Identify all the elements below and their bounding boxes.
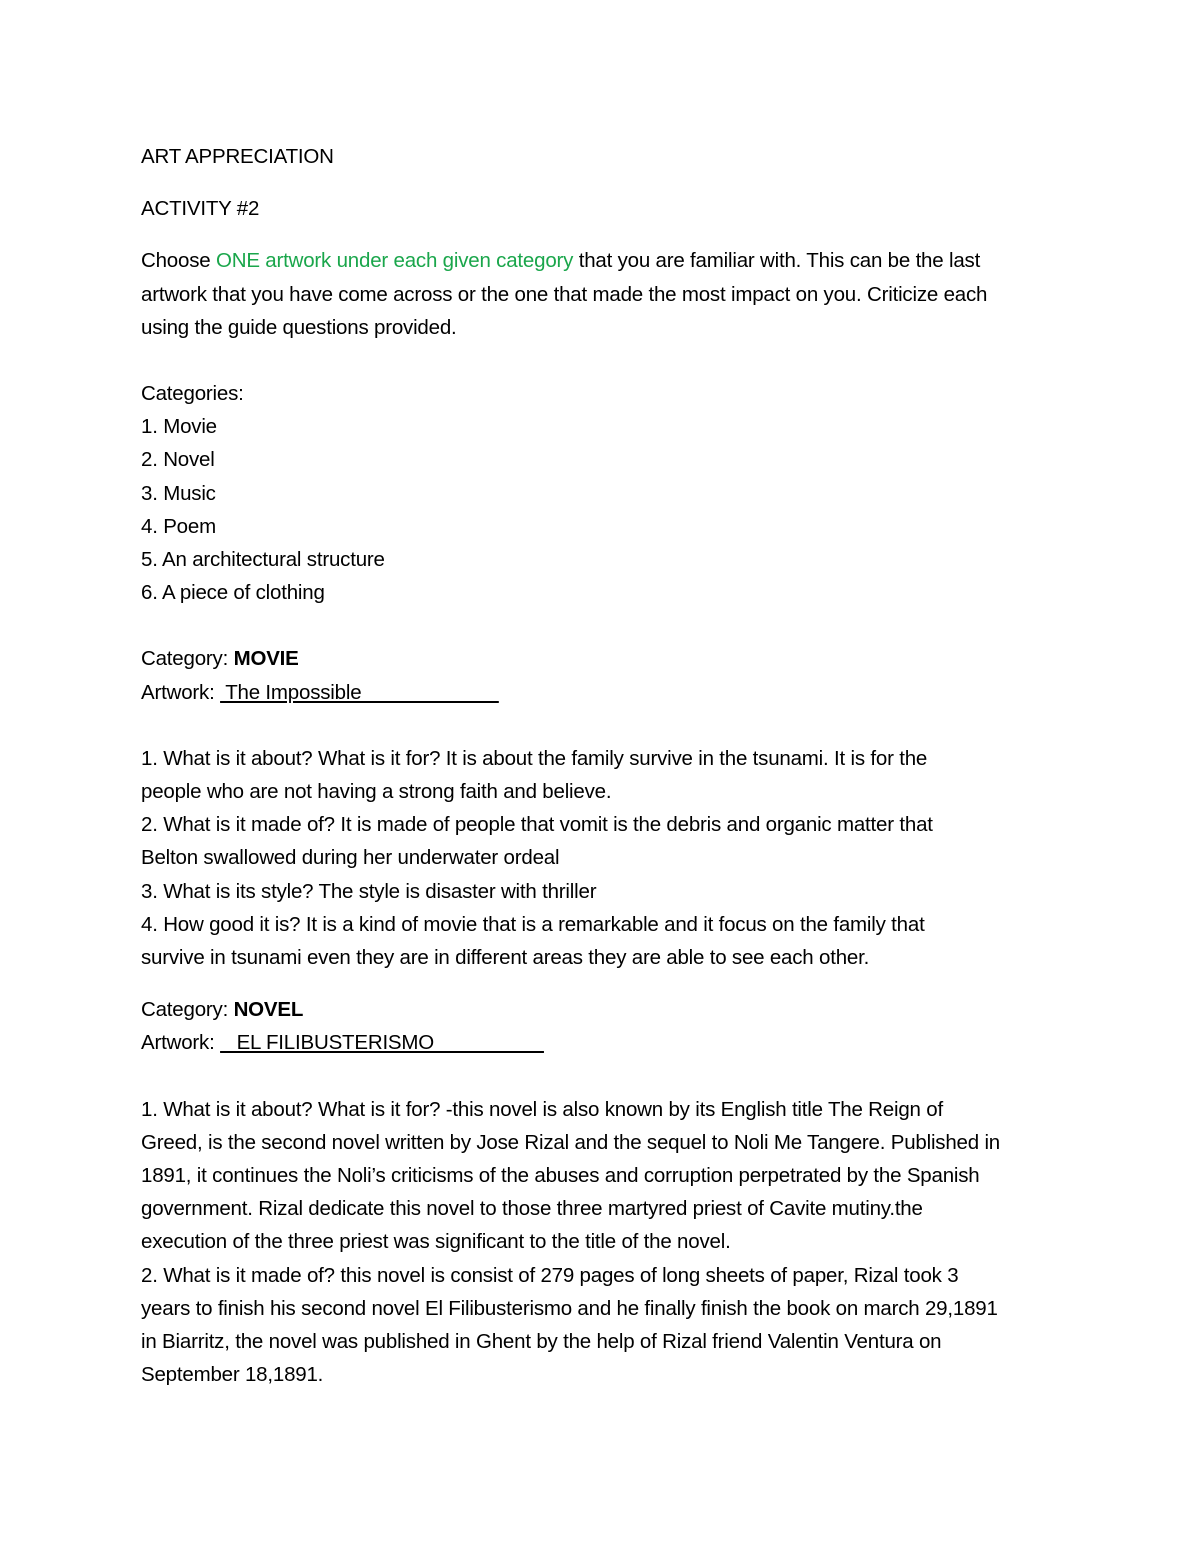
answer-line: in Biarritz, the novel was published in Ghent by the help of Rizal friend Valentin Ventura on xyxy=(141,1330,942,1354)
instructions-line-3: using the guide questions provided. xyxy=(141,315,457,339)
category-heading xyxy=(141,993,1081,1026)
artwork-value: EL FILIBUSTERISMO xyxy=(220,1031,544,1055)
answer-line: Belton swallowed during her underwater ordeal xyxy=(141,846,560,870)
category-heading xyxy=(141,642,1081,675)
category-item: 6. A piece of clothing xyxy=(141,581,325,605)
artwork-heading xyxy=(141,676,1081,709)
answer-line: people who are not having a strong faith and believe. xyxy=(141,780,612,804)
category-item: 1. Movie xyxy=(141,415,217,439)
instructions-suffix: that you are familiar with. This can be the last xyxy=(573,249,981,273)
answer-line: 4. How good it is? It is a kind of movie that is a remarkable and it focus on the family that xyxy=(141,912,925,936)
category-item: 4. Poem xyxy=(141,514,216,538)
instructions-paragraph xyxy=(141,244,1081,344)
answer-line: September 18,1891. xyxy=(141,1363,324,1387)
category-item: 3. Music xyxy=(141,481,216,505)
category-label: Category: xyxy=(141,647,234,671)
section-novel xyxy=(141,993,1081,1391)
instructions-line-2: artwork that you have come across or the one that made the most impact on you. Criticize each xyxy=(141,282,988,306)
section-movie xyxy=(141,642,1081,974)
answer-line: 2. What is it made of? It is made of people that vomit is the debris and organic matter that xyxy=(141,813,933,837)
document-page xyxy=(141,140,1081,1392)
category-value: NOVEL xyxy=(233,998,304,1022)
activity-heading: ACTIVITY #2 xyxy=(141,197,260,221)
document-title: ART APPRECIATION xyxy=(141,145,334,168)
instructions-highlight: ONE artwork under each given category xyxy=(215,249,574,273)
answer-line: government. Rizal dedicate this novel to those three martyred priest of Cavite mutiny.the xyxy=(141,1197,923,1221)
answer-line: 2. What is it made of? this novel is consist of 279 pages of long sheets of paper, Rizal took 3 xyxy=(141,1263,959,1287)
artwork-heading xyxy=(141,1026,1081,1059)
answer-line: 1891, it continues the Noli’s criticisms of the abuses and corruption perpetrated by the Spanish xyxy=(141,1164,980,1188)
answer-line: Greed, is the second novel written by Jose Rizal and the sequel to Noli Me Tangere. Published in xyxy=(141,1130,1001,1154)
answer-line: execution of the three priest was significant to the title of the novel. xyxy=(141,1230,731,1254)
answer-line: 1. What is it about? What is it for? It is about the family survive in the tsunami. It is for the xyxy=(141,746,928,770)
category-label: Category: xyxy=(141,998,234,1022)
artwork-value: The Impossible xyxy=(220,680,499,704)
categories-list xyxy=(141,377,1081,609)
category-item: 2. Novel xyxy=(141,448,215,472)
answer-line: 3. What is its style? The style is disaster with thriller xyxy=(141,879,597,903)
instructions-prefix: Choose xyxy=(141,249,216,273)
artwork-label: Artwork: xyxy=(141,1031,221,1055)
answer-line: survive in tsunami even they are in different areas they are able to see each other. xyxy=(141,946,870,970)
answer-line: 1. What is it about? What is it for? -this novel is also known by its English title The Reign of xyxy=(141,1097,943,1121)
category-value: MOVIE xyxy=(233,647,299,671)
artwork-label: Artwork: xyxy=(141,680,221,704)
categories-label: Categories: xyxy=(141,382,244,406)
answer-line: years to finish his second novel El Filibusterismo and he finally finish the book on march 29,1891 xyxy=(141,1296,998,1320)
category-item: 5. An architectural structure xyxy=(141,548,385,572)
